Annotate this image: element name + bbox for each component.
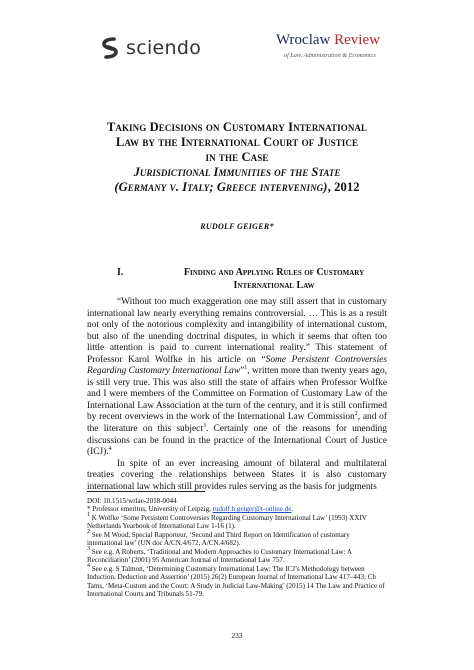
page-number: 233 <box>231 631 243 640</box>
footnote-ref-3[interactable]: 3 <box>202 423 206 430</box>
sciendo-logo-icon <box>100 36 120 60</box>
title-line-1: Taking Decisions on Customary International <box>106 120 368 134</box>
publisher-brand[interactable] <box>100 36 201 60</box>
footnote-divider <box>87 491 205 492</box>
journal-name <box>276 32 386 49</box>
article-title-quote: Some Persistent Controversies Regarding Customary International Law <box>87 354 387 377</box>
author-note-end: . <box>291 505 294 514</box>
footnote-ref-1[interactable]: 1 <box>244 365 248 372</box>
footnotes <box>87 497 387 598</box>
title-year: , 2012 <box>327 180 360 194</box>
footnote-3-text: See e.g. A Roberts, ‘Traditional and Modern Approaches to Customary International Law: A Reconciliation’ (2001) 95 American Journal of International Law 757. <box>87 547 352 565</box>
section-title-line-2: International Law <box>233 280 315 291</box>
author-email-link[interactable]: rudolf.h.geiger@t-online.de <box>212 505 292 514</box>
footnote-2 <box>87 528 387 548</box>
journal-subtitle: of Law, Administration & Economics <box>284 52 376 59</box>
author-note <box>87 505 387 513</box>
footnote-3-number: 3 <box>87 545 90 552</box>
journal-brand[interactable] <box>276 32 386 59</box>
footnote-1 <box>87 511 387 531</box>
section-title-line-1: Finding and Applying Rules of Customary <box>183 267 365 278</box>
footnote-ref-4[interactable]: 4 <box>108 446 112 453</box>
publisher-name: sciendo <box>126 37 202 59</box>
page-header <box>0 30 474 70</box>
body-text <box>87 297 387 493</box>
footnote-4-number: 4 <box>87 562 90 569</box>
footnote-4-text: See e.g. S Talmon, ‘Determining Customary International Law: The ICJ’s Methodology between Induction, Deduction and Assertion’ (2015) 26(2) European Journal of International Law 417–443; Ch Tams, ‘Meta-Custom and the Court: A Study in Judicial Law-Making’ (2015) 14 The Law and Practice of International Courts and Tribunals 51-79. <box>87 564 385 598</box>
journal-name-part1: Wroclaw <box>276 32 335 48</box>
article-title <box>60 120 414 195</box>
footnote-2-text: See M Wood, Special Rapporteur, ‘Second and Third Report on Identification of customary international law’ (UN doc A/CN.4/672, A/CN.4/682). <box>87 530 350 548</box>
doi-line[interactable]: DOI: 10.1515/wrlae-2018-0044 <box>87 497 177 505</box>
paragraph-1-text-d: , and of the literature on this subject <box>87 412 387 435</box>
title-line-3: in the Case <box>205 150 269 164</box>
paragraph-1 <box>87 297 387 459</box>
section-number: I. <box>117 267 124 278</box>
title-line-4: Jurisdictional Immunities of the State <box>133 165 341 179</box>
title-line-5 <box>60 180 414 195</box>
section-title <box>149 266 399 292</box>
author-note-text: * Professor emeritus, University of Leipzig, <box>87 505 213 514</box>
title-case-parties: (Germany v. Italy; Greece intervening) <box>114 180 328 194</box>
journal-name-part2: Review <box>334 32 380 48</box>
footnote-4 <box>87 562 387 599</box>
footnote-1-number: 1 <box>87 511 90 518</box>
footnote-ref-2[interactable]: 2 <box>354 411 358 418</box>
paragraph-1-text-c: , written more than twenty years ago, is still very true. This was also still the state of affairs when Professor Wolfke and I were members of the Committee on Formation of Customary Law of the International Law Association at the turn of the century, and it is still confirmed by recent overviews in the work of the International Law Commission <box>87 366 387 423</box>
footnote-3 <box>87 545 387 565</box>
author-name: RUDOLF GEIGER* <box>200 222 274 231</box>
paragraph-1-text-e: . Certainly one of the reasons for unending discussions can be found in the practice of the International Court of Justice (ICJ). <box>87 424 387 458</box>
paragraph-1-text-b: ” <box>240 366 245 377</box>
paragraph-2: In spite of an ever increasing amount of bilateral and multilateral treaties covering the relationships between States it is also customary international law which still provides rules serving as the basis for judgments <box>87 458 387 492</box>
footnote-2-number: 2 <box>87 528 90 535</box>
title-line-2: Law by the International Court of Justice <box>115 135 359 149</box>
footnote-1-text: K Wolfke ‘Some Persistent Controversies Regarding Customary International Law’ (1993) XXIV Netherlands Yearbook of International Law 1-16 (1). <box>87 513 367 531</box>
paragraph-1-text-a: “Without too much exaggeration one may still assert that in customary international law nearly everything remains controversial. … This is as a result not only of the notorious complexity and intangibility of international custom, but also of the unending doctrinal disputes, in which it seems that often too little attention is paid to current international reality.” This statement of Professor Karol Wolfke in his article on “ <box>87 297 387 365</box>
